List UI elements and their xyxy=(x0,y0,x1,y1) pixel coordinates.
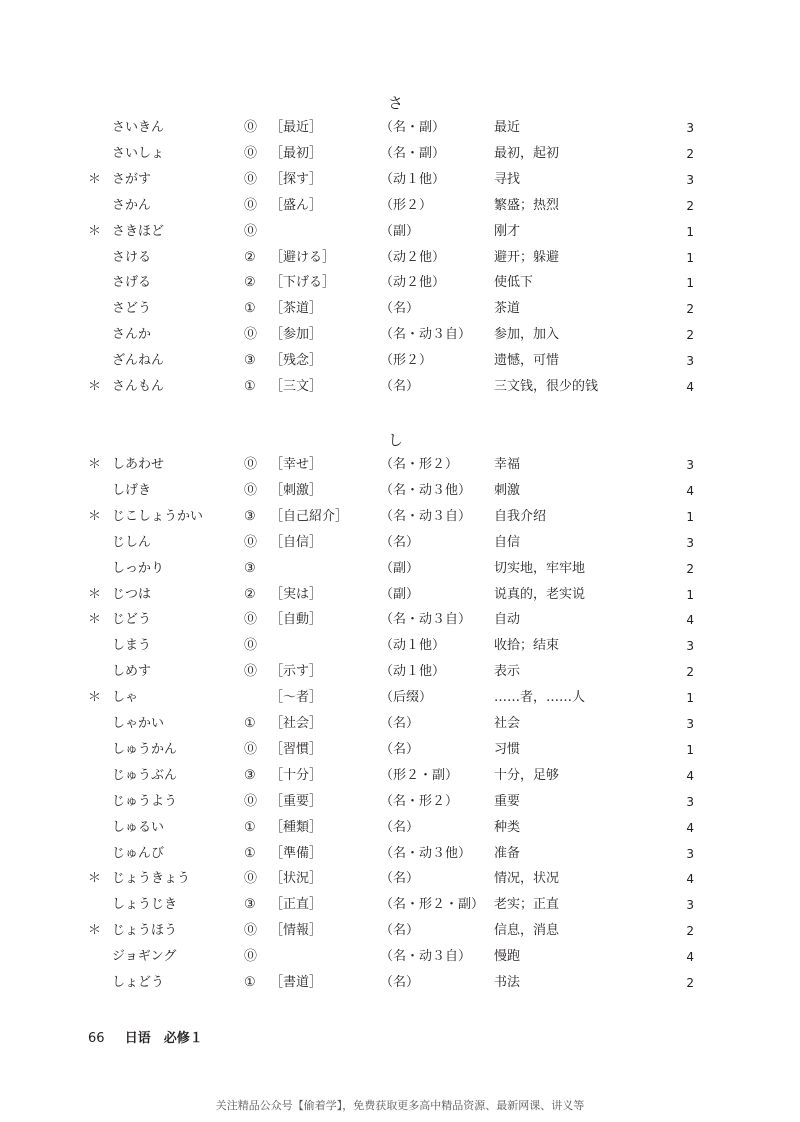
entry-accent: ⓪ xyxy=(244,171,258,187)
entry-pos: （副） xyxy=(380,586,420,602)
entry-lesson: 4 xyxy=(686,380,694,394)
entry-kanji: ［下げる］ xyxy=(270,275,336,291)
star-mark: ＊ xyxy=(88,586,102,602)
entry-meaning: 书法 xyxy=(494,975,521,990)
section-header-shi: し xyxy=(388,431,404,449)
entry-kana: じゅんび xyxy=(112,845,165,861)
entry-kana: ジョギング xyxy=(112,949,177,965)
entry-kana: じゅうぶん xyxy=(112,767,178,783)
entry-kanji: ［残念］ xyxy=(270,353,323,369)
vocab-row xyxy=(0,818,800,844)
entry-kana: しょどう xyxy=(112,975,165,990)
entry-kana: しっかり xyxy=(112,560,165,576)
entry-kana: しゃかい xyxy=(112,716,165,731)
entry-kana: しげき xyxy=(112,482,152,498)
entry-meaning: 三文钱，很少的钱 xyxy=(494,379,599,394)
vocab-row xyxy=(0,170,800,196)
entry-lesson: 1 xyxy=(686,587,694,602)
vocab-row xyxy=(0,222,800,248)
entry-kana: じょうきょう xyxy=(112,871,191,887)
vocab-row xyxy=(0,196,800,222)
entry-pos: （名・副） xyxy=(380,145,446,161)
entry-lesson: 3 xyxy=(686,172,694,187)
entry-kanji: ［自己紹介］ xyxy=(270,508,349,524)
entry-kanji: ［書道］ xyxy=(270,975,323,990)
entry-pos: （名・动３自） xyxy=(380,949,472,965)
entry-pos: （名・形２） xyxy=(380,793,459,809)
entry-lesson: 3 xyxy=(686,846,694,861)
entry-kana: しゅうかん xyxy=(112,741,178,757)
star-mark: ＊ xyxy=(88,508,102,524)
entry-lesson: 4 xyxy=(686,613,694,628)
entry-kanji: ［幸せ］ xyxy=(270,457,323,472)
entry-lesson: 3 xyxy=(686,898,694,913)
entry-kana: じゅうよう xyxy=(112,793,178,809)
entry-meaning: 慢跑 xyxy=(494,949,521,965)
entry-accent: ⓪ xyxy=(244,612,258,628)
vocab-row xyxy=(0,273,800,299)
entry-accent: ② xyxy=(244,275,256,291)
entry-meaning: 寻找 xyxy=(494,171,521,187)
entry-kana: しゅるい xyxy=(112,819,165,835)
entry-pos: （名） xyxy=(380,301,420,317)
entry-accent: ⓪ xyxy=(244,871,258,887)
entry-kana: しゃ xyxy=(112,690,139,706)
entry-pos: （形２） xyxy=(380,353,433,369)
entry-accent: ① xyxy=(244,379,256,394)
entry-kana: さんもん xyxy=(112,379,165,394)
entry-meaning: 繁盛；热烈 xyxy=(494,197,560,213)
entry-meaning: 老实；正直 xyxy=(494,897,560,913)
entry-lesson: 3 xyxy=(686,458,694,472)
watermark-text: 关注精品公众号【偷着学】，免费获取更多高中精品资源、最新网课、讲义等 xyxy=(215,1099,585,1112)
entry-lesson: 1 xyxy=(686,250,694,265)
entry-pos: （名） xyxy=(380,379,420,394)
vocab-row xyxy=(0,585,800,611)
entry-lesson: 4 xyxy=(686,483,694,498)
vocab-row xyxy=(0,921,800,947)
entry-pos: （名・副） xyxy=(380,120,446,135)
entry-accent: ① xyxy=(244,716,256,731)
entry-accent: ⓪ xyxy=(244,949,258,965)
entry-accent: ⓪ xyxy=(244,793,258,809)
entry-meaning: 刚才 xyxy=(494,223,521,239)
entry-kana: しめす xyxy=(112,664,152,680)
entry-meaning: 避开；躲避 xyxy=(494,249,560,265)
entry-kana: さきほど xyxy=(112,223,165,239)
entry-meaning: 茶道 xyxy=(494,301,521,317)
entry-meaning: 遗憾，可惜 xyxy=(494,353,560,369)
entry-meaning: 表示 xyxy=(494,664,521,680)
entry-meaning: 幸福 xyxy=(494,457,521,472)
star-mark: ＊ xyxy=(88,923,102,939)
vocab-row xyxy=(0,610,800,636)
vocab-row xyxy=(0,714,800,740)
entry-kanji: ［～者］ xyxy=(270,690,323,706)
entry-lesson: 4 xyxy=(686,768,694,783)
section-header-sa: さ xyxy=(388,94,404,112)
entry-pos: （后缀） xyxy=(380,690,433,706)
entry-accent: ③ xyxy=(244,560,256,576)
vocab-row xyxy=(0,688,800,714)
entry-pos: （名） xyxy=(380,923,420,939)
entry-kanji: ［刺激］ xyxy=(270,482,323,498)
entry-accent: ⓪ xyxy=(244,482,258,498)
entry-accent: ⓪ xyxy=(244,741,258,757)
entry-pos: （名） xyxy=(380,871,420,887)
entry-pos: （动１他） xyxy=(380,171,446,187)
entry-kanji: ［探す］ xyxy=(270,171,323,187)
entry-meaning: 自动 xyxy=(494,612,521,628)
entry-pos: （动１他） xyxy=(380,638,446,654)
entry-meaning: 社会 xyxy=(494,716,521,731)
entry-kana: さげる xyxy=(112,275,152,291)
entry-pos: （名） xyxy=(380,975,420,990)
entry-lesson: 1 xyxy=(686,691,694,706)
entry-lesson: 2 xyxy=(686,302,694,317)
entry-kana: さどう xyxy=(112,301,152,317)
entry-pos: （副） xyxy=(380,223,420,239)
entry-kana: さんか xyxy=(112,327,152,343)
entry-kana: じどう xyxy=(112,612,152,628)
entry-accent: ① xyxy=(244,975,256,990)
entry-accent: ⓪ xyxy=(244,145,258,161)
entry-lesson: 4 xyxy=(686,872,694,887)
entry-lesson: 1 xyxy=(686,742,694,757)
entry-pos: （动１他） xyxy=(380,664,446,680)
entry-pos: （名・动３自） xyxy=(380,327,472,343)
entry-meaning: 说真的，老实说 xyxy=(494,586,586,602)
vocab-row xyxy=(0,377,800,403)
entry-kanji: ［情報］ xyxy=(270,923,323,939)
entry-lesson: 2 xyxy=(686,924,694,939)
page-footer xyxy=(88,1027,203,1046)
entry-pos: （名・动３自） xyxy=(380,508,472,524)
entry-kanji: ［最初］ xyxy=(270,145,323,161)
entry-accent: ⓪ xyxy=(244,197,258,213)
star-mark: ＊ xyxy=(88,871,102,887)
vocab-row xyxy=(0,947,800,973)
entry-accent: ③ xyxy=(244,508,256,524)
entry-pos: （名） xyxy=(380,716,420,731)
vocab-row xyxy=(0,299,800,325)
entry-accent: ⓪ xyxy=(244,534,258,550)
vocab-row xyxy=(0,740,800,766)
entry-accent: ③ xyxy=(244,353,256,369)
entry-kana: じこしょうかい xyxy=(112,508,204,524)
entry-kanji: ［正直］ xyxy=(270,897,323,913)
star-mark: ＊ xyxy=(88,612,102,628)
entry-pos: （名） xyxy=(380,534,420,550)
vocab-row xyxy=(0,118,800,144)
entry-lesson: 2 xyxy=(686,328,694,343)
vocab-row xyxy=(0,895,800,921)
entry-kanji: ［避ける］ xyxy=(270,249,336,265)
entry-kana: しまう xyxy=(112,638,152,654)
vocab-row xyxy=(0,636,800,662)
entry-accent: ⓪ xyxy=(244,664,258,680)
star-mark: ＊ xyxy=(88,379,102,394)
vocab-row xyxy=(0,325,800,351)
entry-accent: ⓪ xyxy=(244,923,258,939)
entry-pos: （名・动３他） xyxy=(380,482,472,498)
vocab-row xyxy=(0,844,800,870)
entry-kana: しょうじき xyxy=(112,897,178,913)
entry-pos: （动２他） xyxy=(380,249,446,265)
entry-kana: さける xyxy=(112,249,152,265)
entry-pos: （形２・副） xyxy=(380,767,459,783)
entry-meaning: 种类 xyxy=(494,819,521,835)
entry-pos: （名） xyxy=(380,819,420,835)
star-mark: ＊ xyxy=(88,690,102,706)
entry-pos: （副） xyxy=(380,560,420,576)
entry-pos: （名） xyxy=(380,741,420,757)
book-title: 日语 必修１ xyxy=(124,1031,203,1046)
entry-lesson: 3 xyxy=(686,794,694,809)
vocab-row xyxy=(0,869,800,895)
entry-meaning: 使低下 xyxy=(494,275,534,291)
entry-accent: ⓪ xyxy=(244,223,258,239)
entry-lesson: 1 xyxy=(686,509,694,524)
entry-meaning: 准备 xyxy=(494,845,521,861)
vocab-row xyxy=(0,455,800,481)
entry-lesson: 3 xyxy=(686,639,694,654)
entry-accent: ① xyxy=(244,301,256,317)
vocab-row xyxy=(0,507,800,533)
entry-accent: ① xyxy=(244,819,256,835)
entry-pos: （名・动３他） xyxy=(380,845,472,861)
entry-kanji: ［習慣］ xyxy=(270,741,323,757)
entry-meaning: 刺激 xyxy=(494,482,521,498)
entry-lesson: 2 xyxy=(686,665,694,680)
entry-kanji: ［自動］ xyxy=(270,612,323,628)
entry-meaning: 最近 xyxy=(494,120,521,135)
entry-lesson: 1 xyxy=(686,224,694,239)
entry-lesson: 3 xyxy=(686,121,694,135)
entry-accent: ② xyxy=(244,586,256,602)
entry-lesson: 2 xyxy=(686,146,694,161)
entry-kana: しあわせ xyxy=(112,457,165,472)
entry-lesson: 4 xyxy=(686,820,694,835)
entry-accent: ③ xyxy=(244,767,256,783)
entry-kana: ざんねん xyxy=(112,353,165,369)
entry-accent: ⓪ xyxy=(244,638,258,654)
entry-accent: ⓪ xyxy=(244,327,258,343)
entry-meaning: 参加，加入 xyxy=(494,327,560,343)
entry-kanji: ［参加］ xyxy=(270,327,323,343)
entry-kanji: ［十分］ xyxy=(270,767,323,783)
entry-accent: ③ xyxy=(244,897,256,913)
entry-accent: ② xyxy=(244,249,256,265)
vocab-row xyxy=(0,248,800,274)
entry-meaning: 情况，状况 xyxy=(494,871,560,887)
entry-kanji: ［自信］ xyxy=(270,534,323,550)
vocab-row xyxy=(0,481,800,507)
star-mark: ＊ xyxy=(88,457,102,472)
entry-kana: さいしょ xyxy=(112,145,165,161)
entry-lesson: 3 xyxy=(686,354,694,369)
entry-pos: （动２他） xyxy=(380,275,446,291)
entry-meaning: ……者，……人 xyxy=(494,690,586,706)
page-number: 66 xyxy=(88,1031,105,1046)
vocab-row xyxy=(0,662,800,688)
entry-meaning: 信息，消息 xyxy=(494,923,560,939)
vocab-row xyxy=(0,559,800,585)
vocab-row xyxy=(0,792,800,818)
entry-kanji: ［状況］ xyxy=(270,871,323,887)
entry-accent: ① xyxy=(244,845,256,861)
entry-kanji: ［種類］ xyxy=(270,819,323,835)
entry-meaning: 自信 xyxy=(494,534,521,550)
entry-kanji: ［盛ん］ xyxy=(270,197,323,213)
entry-meaning: 十分，足够 xyxy=(494,767,560,783)
entry-pos: （形２） xyxy=(380,197,433,213)
entry-meaning: 自我介绍 xyxy=(494,508,547,524)
entry-meaning: 习惯 xyxy=(494,741,521,757)
entry-pos: （名・形２・副） xyxy=(380,897,485,913)
entry-lesson: 1 xyxy=(686,276,694,291)
star-mark: ＊ xyxy=(88,171,102,187)
entry-lesson: 3 xyxy=(686,535,694,550)
entry-lesson: 4 xyxy=(686,950,694,965)
vocab-row xyxy=(0,973,800,999)
entry-meaning: 重要 xyxy=(494,793,521,809)
entry-meaning: 切实地，牢牢地 xyxy=(494,560,586,576)
entry-accent: ⓪ xyxy=(244,457,258,472)
entry-kanji: ［実は］ xyxy=(270,586,323,602)
vocab-row xyxy=(0,144,800,170)
entry-kana: さかん xyxy=(112,197,152,213)
entry-kanji: ［社会］ xyxy=(270,716,323,731)
entry-lesson: 2 xyxy=(686,198,694,213)
entry-kanji: ［示す］ xyxy=(270,664,323,680)
entry-kanji: ［重要］ xyxy=(270,793,323,809)
entry-kana: じしん xyxy=(112,534,152,550)
entry-lesson: 2 xyxy=(686,561,694,576)
vocab-row xyxy=(0,351,800,377)
entry-kana: じょうほう xyxy=(112,923,178,939)
entry-kana: さいきん xyxy=(112,120,165,135)
entry-pos: （名・形２） xyxy=(380,457,459,472)
entry-kana: さがす xyxy=(112,171,152,187)
entry-meaning: 最初，起初 xyxy=(494,145,560,161)
entry-lesson: 3 xyxy=(686,717,694,731)
entry-kana: じつは xyxy=(112,586,152,602)
entry-kanji: ［三文］ xyxy=(270,379,323,394)
entry-lesson: 2 xyxy=(686,976,694,990)
entry-kanji: ［茶道］ xyxy=(270,301,323,317)
entry-meaning: 收拾；结束 xyxy=(494,638,560,654)
entry-pos: （名・动３自） xyxy=(380,612,472,628)
vocab-row xyxy=(0,766,800,792)
vocab-row xyxy=(0,533,800,559)
star-mark: ＊ xyxy=(88,223,102,239)
entry-kanji: ［最近］ xyxy=(270,120,323,135)
entry-kanji: ［準備］ xyxy=(270,845,323,861)
entry-accent: ⓪ xyxy=(244,120,258,135)
